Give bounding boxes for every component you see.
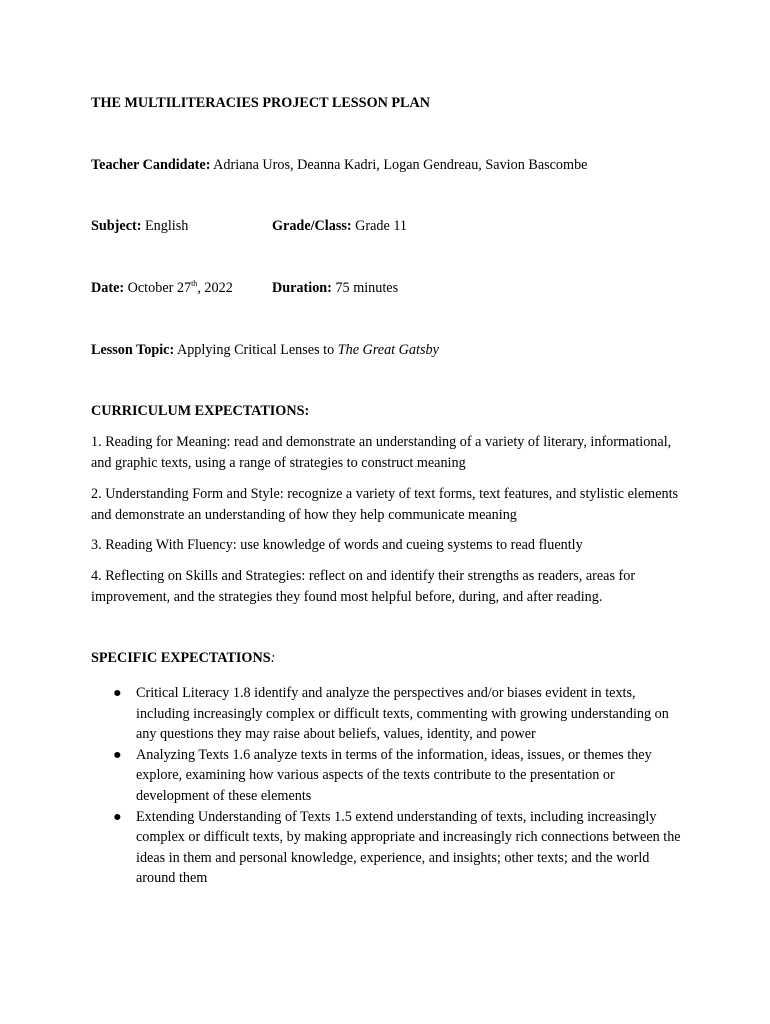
grade-value: Grade 11 xyxy=(351,218,408,234)
date-value-main: October 27 xyxy=(124,280,192,296)
lesson-topic-value: Applying Critical Lenses to xyxy=(174,342,338,358)
teacher-candidate-label: Teacher Candidate: xyxy=(91,157,211,173)
bullet-icon: ● xyxy=(113,685,122,701)
list-item: ● Extending Understanding of Texts 1.5 extend understanding of texts, including increasingly complex or difficult texts, by making appropriate and increasingly rich connections between the ideas in them and personal knowledge, experience, and insights; other texts; and the world around them xyxy=(113,808,681,887)
date-value-suffix: th xyxy=(191,279,198,288)
subject-row xyxy=(91,216,188,236)
date-label: Date: xyxy=(91,280,125,296)
list-item: ● Analyzing Texts 1.6 analyze texts in terms of the information, ideas, issues, or themes they explore, examining how various aspects of the texts contribute to the presentation or development of these elements xyxy=(113,746,652,804)
specific-expectations-list xyxy=(91,683,691,889)
document-title: THE MULTILITERACIES PROJECT LESSON PLAN xyxy=(91,95,431,111)
subject-label: Subject: xyxy=(91,218,142,234)
teacher-candidate-row xyxy=(91,155,587,175)
date-row xyxy=(91,278,233,298)
lesson-topic-row xyxy=(91,340,439,360)
specific-expectations-heading: SPECIFIC EXPECTATIONS: xyxy=(91,650,276,666)
bullet-icon: ● xyxy=(113,746,122,763)
lesson-topic-book-title: The Great Gatsby xyxy=(337,342,439,358)
curriculum-expectation-1: 1. Reading for Meaning: read and demonstrate an understanding of a variety of literary, informational, and graphic texts, using a range of strategies to construct meaning xyxy=(91,434,672,471)
bullet-icon: ● xyxy=(113,808,122,825)
curriculum-expectation-2: 2. Understanding Form and Style: recognize a variety of text forms, text features, and stylistic elements and demonstrate an understanding of how they help communicate meaning xyxy=(91,486,679,523)
curriculum-heading: CURRICULUM EXPECTATIONS: xyxy=(91,403,310,419)
subject-value: English xyxy=(141,218,189,234)
duration-label: Duration: xyxy=(272,280,332,296)
list-item: ● Critical Literacy 1.8 identify and analyze the perspectives and/or biases evident in texts, including increasingly complex or difficult texts, commenting with growing understanding on any questions they may raise about beliefs, values, identity, and power xyxy=(113,685,669,743)
teacher-candidate-value: Adriana Uros, Deanna Kadri, Logan Gendreau, Savion Bascombe xyxy=(210,157,588,173)
date-value-year: , 2022 xyxy=(197,280,233,296)
duration-value: 75 minutes xyxy=(331,280,399,296)
grade-label: Grade/Class: xyxy=(272,218,352,234)
curriculum-expectation-4: 4. Reflecting on Skills and Strategies: reflect on and identify their strengths as readers, areas for improvement, and the strategies they found most helpful before, during, and after reading. xyxy=(91,568,636,605)
grade-row xyxy=(272,216,407,236)
curriculum-expectation-3: 3. Reading With Fluency: use knowledge of words and cueing systems to read fluently xyxy=(91,537,583,553)
duration-row xyxy=(272,278,398,298)
lesson-topic-label: Lesson Topic: xyxy=(91,342,175,358)
